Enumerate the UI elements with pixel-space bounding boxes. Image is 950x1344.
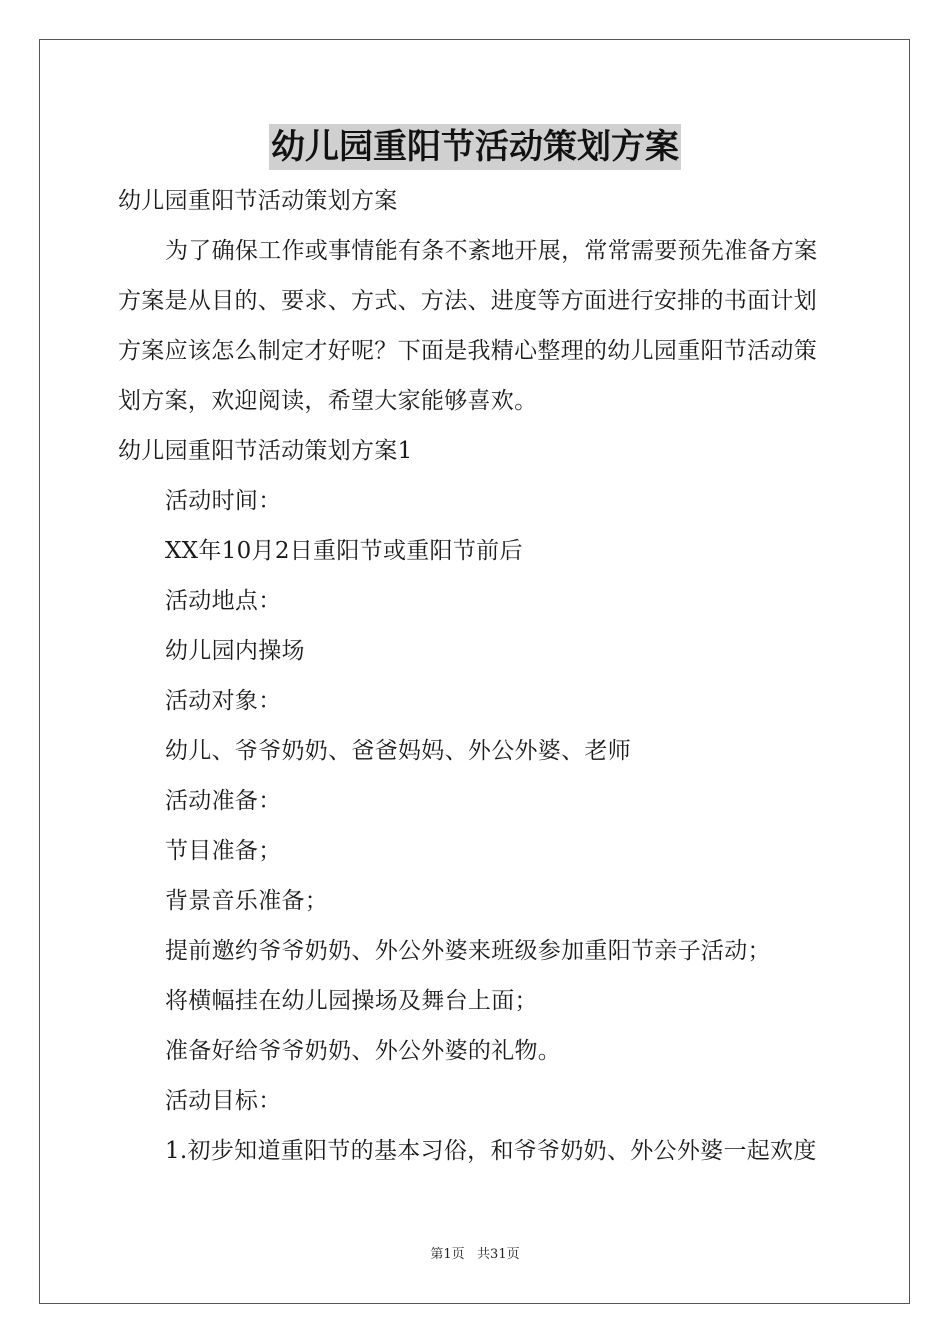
body-line: 1.初步知道重阳节的基本习俗，和爷爷奶奶、外公外婆一起欢度: [165, 1138, 817, 1164]
body-line: 方案是从目的、要求、方式、方法、进度等方面进行安排的书面计划: [118, 288, 817, 314]
body-line: 背景音乐准备；: [165, 888, 329, 914]
document-body: [118, 176, 838, 1176]
document-title: 幼儿园重阳节活动策划方案: [269, 124, 681, 170]
body-line: 幼儿园内操场: [165, 638, 305, 664]
body-line: 节目准备；: [165, 838, 282, 864]
body-line: 划方案，欢迎阅读，希望大家能够喜欢。: [118, 388, 538, 414]
section-heading: 幼儿园重阳节活动策划方案1: [118, 438, 413, 464]
body-line: 活动时间：: [165, 488, 282, 514]
body-line: 幼儿园重阳节活动策划方案: [118, 188, 398, 214]
body-line: 将横幅挂在幼儿园操场及舞台上面；: [165, 988, 538, 1014]
body-line: XX年10月2日重阳节或重阳节前后: [165, 538, 523, 564]
body-line: 活动目标：: [165, 1088, 282, 1114]
body-line: 提前邀约爷爷奶奶、外公外婆来班级参加重阳节亲子活动；: [165, 938, 771, 964]
body-line: 活动准备：: [165, 788, 282, 814]
title-container: [0, 124, 950, 170]
page-footer: 第1页 共31页: [430, 1247, 520, 1262]
body-line: 活动对象：: [165, 688, 282, 714]
body-line: 方案应该怎么制定才好呢？下面是我精心整理的幼儿园重阳节活动策: [118, 338, 817, 364]
body-line: 准备好给爷爷奶奶、外公外婆的礼物。: [165, 1038, 562, 1064]
body-line: 活动地点：: [165, 588, 282, 614]
body-line: 幼儿、爷爷奶奶、爸爸妈妈、外公外婆、老师: [165, 738, 631, 764]
body-line: 为了确保工作或事情能有条不紊地开展，常常需要预先准备方案: [165, 238, 818, 264]
